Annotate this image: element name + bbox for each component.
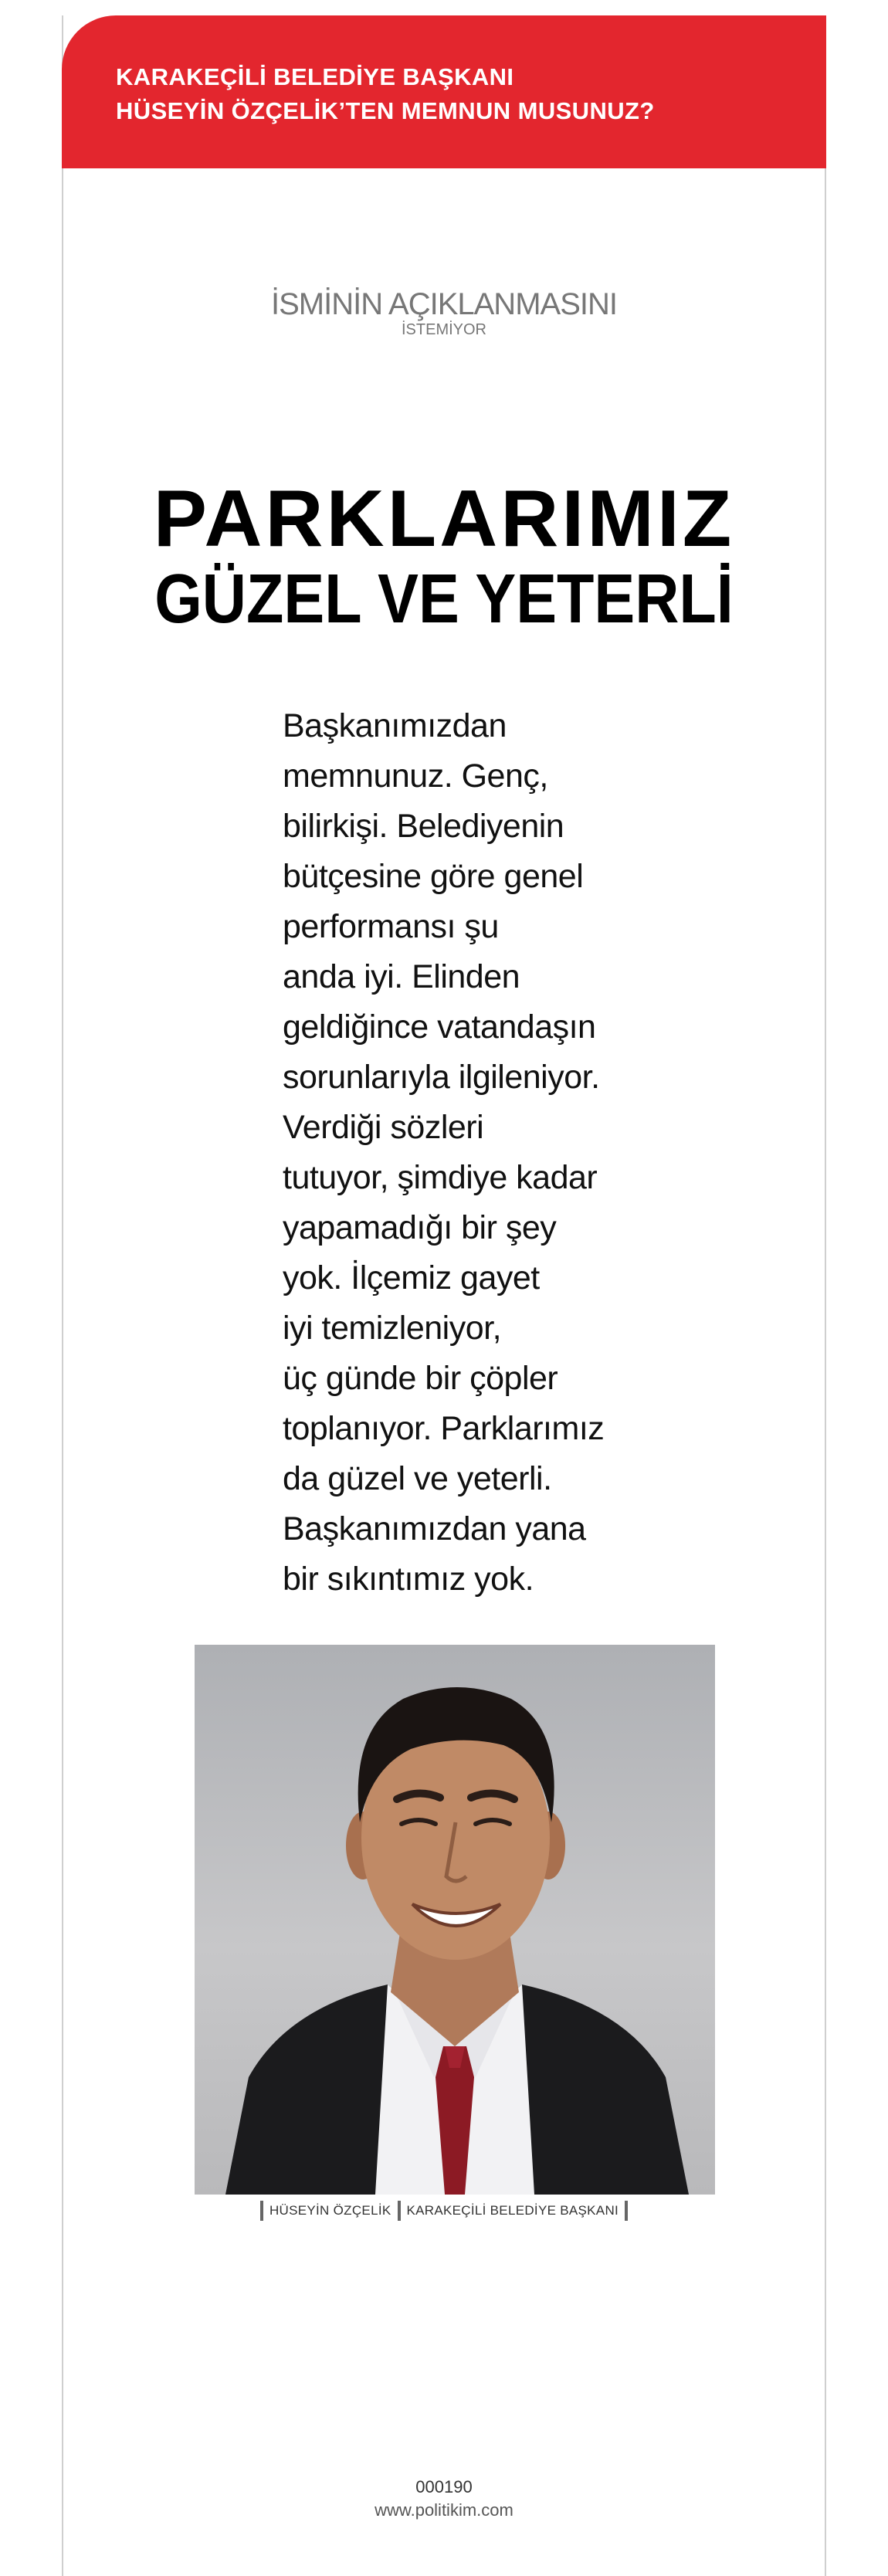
body-line: üç günde bir çöpler	[283, 1360, 558, 1397]
body-line: bilirkişi. Belediyenin	[283, 808, 564, 845]
body-line: da güzel ve yeterli.	[283, 1460, 552, 1497]
body-line: Verdiği sözleri	[283, 1109, 484, 1146]
author-note	[0, 287, 888, 338]
banner-line-1: KARAKEÇİLİ BELEDİYE BAŞKANI	[116, 63, 514, 90]
banner-line-2: HÜSEYİN ÖZÇELİK’TEN MEMNUN MUSUNUZ?	[116, 97, 655, 124]
body-line: iyi temizleniyor,	[283, 1310, 502, 1347]
headline-line-2: GÜZEL VE YETERLİ	[154, 561, 734, 638]
portrait-photo	[195, 1645, 715, 2195]
page-number: 000190	[415, 2477, 473, 2496]
body-line: anda iyi. Elinden	[283, 958, 520, 995]
body-line: memnunuz. Genç,	[283, 758, 548, 795]
author-line-2: İSTEMİYOR	[401, 321, 486, 338]
body-line: toplanıyor. Parklarımız	[283, 1410, 605, 1447]
body-line: geldiğince vatandaşın	[283, 1008, 596, 1046]
website-link[interactable]: www.politikim.com	[375, 2500, 513, 2520]
body-line: yapamadığı bir şey	[283, 1209, 557, 1246]
caption-divider	[260, 2201, 263, 2221]
body-line: sorunlarıyla ilgileniyor.	[283, 1059, 600, 1096]
header-banner	[62, 15, 826, 168]
body-line: performansı şu	[283, 908, 499, 945]
caption-name: HÜSEYİN ÖZÇELİK	[269, 2203, 391, 2218]
article-body	[283, 701, 646, 1605]
body-line: bir sıkıntımız yok.	[283, 1561, 534, 1598]
photo-caption	[0, 2201, 888, 2221]
caption-title: KARAKEÇİLİ BELEDİYE BAŞKANI	[406, 2203, 619, 2218]
headline	[0, 473, 888, 638]
caption-divider	[398, 2201, 401, 2221]
body-line: bütçesine göre genel	[283, 858, 584, 895]
headline-line-1: PARKLARIMIZ	[153, 474, 735, 564]
body-line: Başkanımızdan	[283, 707, 507, 744]
page-footer	[0, 2476, 888, 2522]
portrait-illustration	[195, 1645, 715, 2195]
body-line: tutuyor, şimdiye kadar	[283, 1159, 598, 1196]
body-line: yok. İlçemiz gayet	[283, 1259, 540, 1296]
body-line: Başkanımızdan yana	[283, 1510, 586, 1547]
author-line-1: İSMİNİN AÇIKLANMASINI	[271, 287, 617, 321]
caption-divider	[625, 2201, 628, 2221]
